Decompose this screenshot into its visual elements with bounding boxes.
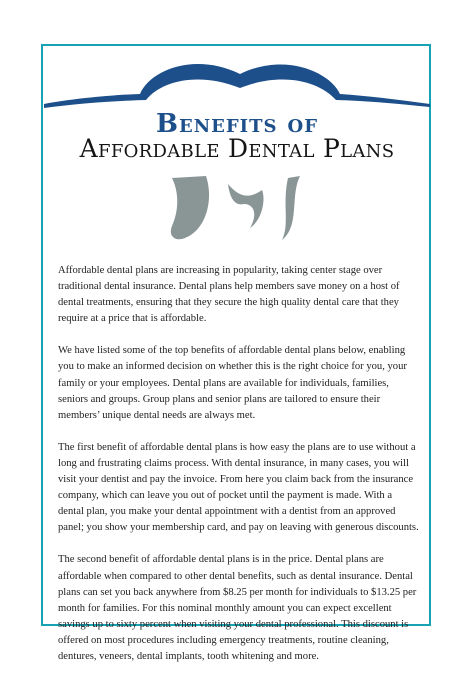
paragraph-1: Affordable dental plans are increasing in popularity, taking center stage over traditional dental insurance. Dental plans help members save money on a host of dental treatments, ensuring that they secure the high quality dental care that they require at a price that is affordable. [58, 265, 400, 325]
paragraph-3: The first benefit of affordable dental plans is how easy the plans are to use without a long and frustrating claims process. With dental insurance, in many cases, you will visit your dentist and pay the invoice. From here you claim back from the insurance company, which can leave you out of pocket until the payment is made. With a dental plan, you make your dental appointment with a dentist from an approved panel; you show your membership card, and pay on leaving with generous discounts. [58, 441, 419, 534]
paragraph-2: We have listed some of the top benefits of affordable dental plans below, enabling you to make an informed decision on whether this is the right choice for you, your family or your employees. Dental plans are available for individuals, families, seniors and groups. Group plans and senior plans are tailored to ensure their members’ unique dental needs are always met. [58, 345, 407, 421]
tooth-root-left [171, 176, 209, 239]
paragraph-4: The second benefit of affordable dental plans is in the price. Dental plans are affordable when compared to other dental benefits, such as dental insurance. Dental plans can set you back anywhere from $8.25 per month for individuals to $13.25 per month for families. For this nominal monthly amount you can expect excellent savings up to sixty percent when visiting your dental professional. This discount is offered on most procedures including emergency treatments, routine cleaning, dentures, veneers, dental implants, tooth whitening and more. [58, 554, 417, 662]
article-body [58, 263, 420, 681]
tooth-root-center [228, 184, 264, 228]
title-line-1: Benefits of [156, 109, 318, 139]
tooth-crown-swoosh [44, 64, 430, 108]
tooth-root-right [282, 176, 300, 240]
title-line-2: Affordable Dental Plans [79, 134, 395, 163]
